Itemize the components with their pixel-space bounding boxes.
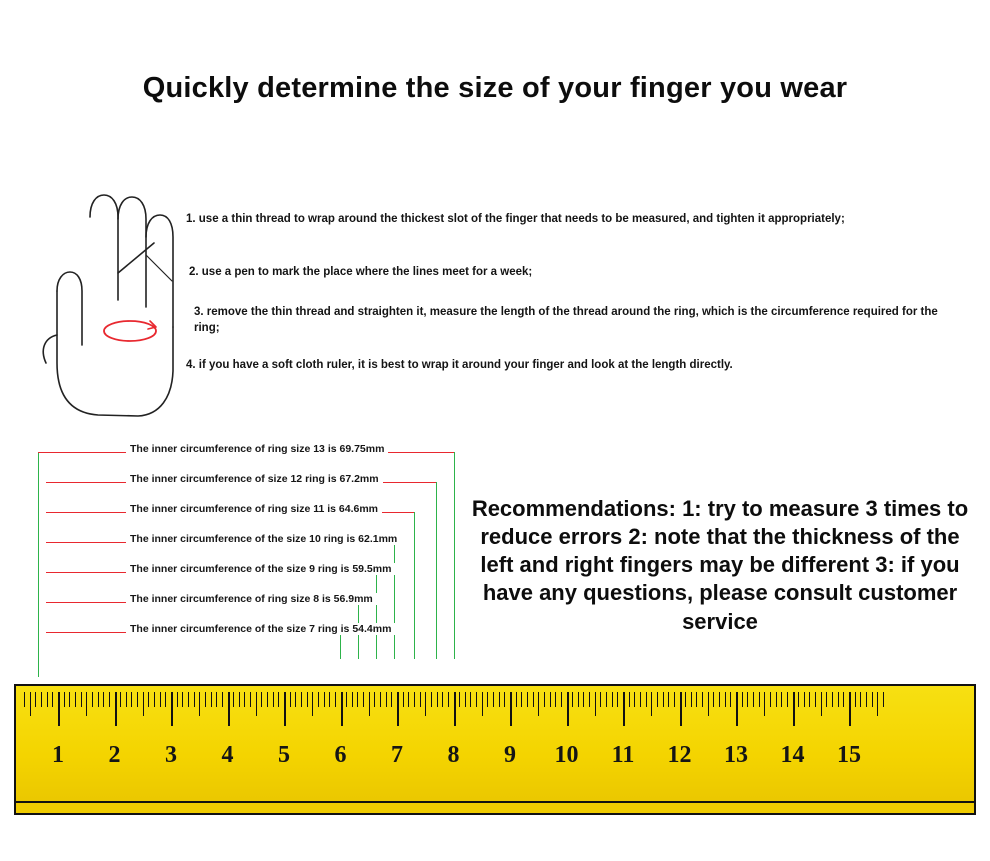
ruler-tick [126, 692, 127, 707]
ruler-tick [872, 692, 873, 707]
ruler-tick [352, 692, 353, 707]
ruler-tick [397, 692, 399, 726]
ruler-tick [493, 692, 494, 707]
ruler-tick [561, 692, 562, 707]
ruler-tick [335, 692, 336, 707]
ruler-tick [165, 692, 166, 707]
ruler-tick [318, 692, 319, 707]
ruler-tick [583, 692, 584, 707]
ruler-tick [131, 692, 132, 707]
ruler-tick [205, 692, 206, 707]
ruler-tick [804, 692, 805, 707]
ruler-tick [793, 692, 795, 726]
ruler-tick [470, 692, 471, 707]
ruler-tick [719, 692, 720, 707]
ruler-tick [425, 692, 426, 716]
ruler-tick [696, 692, 697, 707]
ruler-tick [821, 692, 822, 716]
ruler-tick [527, 692, 528, 707]
ruler-tick [640, 692, 641, 707]
ruler-tick [600, 692, 601, 707]
ruler-tick [623, 692, 625, 726]
chart-row-label: The inner circumference of ring size 8 is 56.9mm [126, 593, 377, 605]
ruler-tick [747, 692, 748, 707]
ruler-number: 3 [165, 742, 177, 768]
ruler-tick [363, 692, 364, 707]
ruler-tick [233, 692, 234, 707]
step-3: 3. remove the thin thread and straighten it, measure the length of the thread around the ring, which is the circumference required for the ring; [194, 306, 938, 334]
ruler-tick [674, 692, 675, 707]
ruler-tick [776, 692, 777, 707]
ruler-tick [143, 692, 144, 716]
ruler-tick [555, 692, 556, 707]
ruler-tick [374, 692, 375, 707]
ruler-number: 2 [108, 742, 121, 768]
ruler-tick [826, 692, 827, 707]
ruler-tick [182, 692, 183, 707]
ruler-tick [764, 692, 765, 716]
ruler-tick [860, 692, 861, 707]
ruler-tick [250, 692, 251, 707]
ruler-tick [64, 692, 65, 707]
ruler-tick [685, 692, 686, 707]
ruler-tick [798, 692, 799, 707]
ruler-tick [448, 692, 449, 707]
ruler-tick [663, 692, 664, 707]
ruler-tick [431, 692, 432, 707]
ruler-tick [832, 692, 833, 707]
ruler-tick [194, 692, 195, 707]
ruler-tick [261, 692, 262, 707]
ruler-tick [713, 692, 714, 707]
ruler-tick [81, 692, 82, 707]
ruler-tick [391, 692, 392, 707]
ruler-tick [482, 692, 483, 716]
ruler-tick [239, 692, 240, 707]
ruler-number: 8 [447, 742, 460, 768]
ruler-tick [691, 692, 692, 707]
ruler-tick [646, 692, 647, 707]
ruler-tick [92, 692, 93, 707]
ruler-tick [414, 692, 415, 707]
ruler-tick [160, 692, 161, 707]
ruler-graphic [14, 684, 976, 815]
ruler-tick [380, 692, 381, 707]
ruler-number: 15 [837, 742, 861, 768]
ruler-tick [680, 692, 682, 726]
ruler-tick [753, 692, 754, 707]
ruler-tick [171, 692, 173, 726]
ruler-tick [533, 692, 534, 707]
ruler-tick [211, 692, 212, 707]
ruler-tick [58, 692, 60, 726]
ruler-tick [420, 692, 421, 707]
ruler-tick [487, 692, 488, 707]
chart-row-label: The inner circumference of the size 9 ring is 59.5mm [126, 563, 395, 575]
ruler-tick [216, 692, 217, 707]
ruler-tick [75, 692, 76, 707]
ruler-tick [109, 692, 110, 707]
step-4: 4. if you have a soft cloth ruler, it is best to wrap it around your finger and look at the length directly. [186, 359, 733, 371]
ruler-tick [516, 692, 517, 707]
ruler-tick [510, 692, 512, 726]
chart-axis [38, 452, 39, 677]
ruler-number: 9 [504, 742, 516, 768]
ruler-tick [651, 692, 652, 716]
ruler-tick [459, 692, 460, 707]
ruler-tick [284, 692, 286, 726]
ruler-number: 1 [52, 742, 64, 768]
ruler-tick [572, 692, 573, 707]
ruler-tick [188, 692, 189, 707]
chart-row-label: The inner circumference of the size 10 ring is 62.1mm [126, 533, 401, 545]
ruler-tick [290, 692, 291, 707]
ruler-number: 6 [334, 742, 347, 768]
ruler-tick [329, 692, 330, 707]
chart-row-label: The inner circumference of ring size 11 is 64.6mm [126, 503, 382, 515]
ruler-tick [256, 692, 257, 716]
ruler-tick [148, 692, 149, 707]
ruler-tick [578, 692, 579, 707]
ruler-tick [504, 692, 505, 707]
ruler-tick [295, 692, 296, 707]
ruler-tick [629, 692, 630, 707]
ruler-tick [606, 692, 607, 707]
step-2: 2. use a pen to mark the place where the lines meet for a week; [189, 266, 533, 278]
ruler-tick [86, 692, 87, 716]
ruler-tick [465, 692, 466, 707]
ruler-tick [357, 692, 358, 707]
step-1: 1. use a thin thread to wrap around the thickest slot of the finger that needs to be measured, and tighten it appropriately; [186, 213, 845, 225]
ruler-tick [137, 692, 138, 707]
ruler-number: 14 [780, 742, 805, 768]
ruler-tick [437, 692, 438, 707]
ruler-tick [199, 692, 200, 716]
ruler-tick [30, 692, 31, 716]
ruler-tick [544, 692, 545, 707]
ruler-tick [408, 692, 409, 707]
ruler-tick [708, 692, 709, 716]
ring-loop-icon [104, 321, 156, 341]
ruler-tick [730, 692, 731, 707]
ruler-tick [589, 692, 590, 707]
ring-size-chart [38, 443, 468, 677]
ruler-tick [222, 692, 223, 707]
ruler-tick [35, 692, 36, 707]
ruler-tick [736, 692, 738, 726]
ruler-tick [476, 692, 477, 707]
ruler-tick [267, 692, 268, 707]
ruler-tick [115, 692, 117, 726]
ruler-tick [550, 692, 551, 707]
ruler-tick [759, 692, 760, 707]
ruler-tick [770, 692, 771, 707]
chart-row-label: The inner circumference of ring size 13 is 69.75mm [126, 443, 388, 455]
ruler-tick [52, 692, 53, 707]
ruler-tick [634, 692, 635, 707]
ruler-tick [725, 692, 726, 707]
ruler-tick [815, 692, 816, 707]
ruler-tick [403, 692, 404, 707]
ruler-tick [341, 692, 343, 726]
ruler-tick [538, 692, 539, 716]
ruler-tick [595, 692, 596, 716]
ruler-tick [386, 692, 387, 707]
ruler-tick [742, 692, 743, 707]
ruler-tick [98, 692, 99, 707]
ruler-tick [244, 692, 245, 707]
recommendation-text: Recommendations: 1: try to measure 3 times to reduce errors 2: note that the thickness of the left and right fingers may be different 3: if you have any questions, please consult customer service [471, 496, 969, 634]
ruler-tick [843, 692, 844, 707]
ruler-tick [307, 692, 308, 707]
ruler-tick [324, 692, 325, 707]
ruler-number: 10 [554, 742, 579, 768]
ruler-edge [16, 801, 974, 813]
ruler-tick [781, 692, 782, 707]
page-title: Quickly determine the size of your finger you wear [142, 72, 848, 104]
ruler-tick [787, 692, 788, 707]
ruler-number: 12 [667, 742, 692, 768]
ruler-tick [228, 692, 230, 726]
ruler-tick [612, 692, 613, 707]
ruler-tick [369, 692, 370, 716]
ruler-tick [883, 692, 884, 707]
ruler-tick [617, 692, 618, 707]
ruler-tick [41, 692, 42, 707]
ruler-number: 7 [391, 742, 403, 768]
ruler-tick [702, 692, 703, 707]
ruler-tick [346, 692, 347, 707]
ruler-tick [838, 692, 839, 707]
ruler-number: 13 [724, 742, 748, 768]
ruler-tick [69, 692, 70, 707]
ruler-tick [668, 692, 669, 707]
ruler-number: 5 [278, 742, 290, 768]
ruler-number: 4 [221, 742, 234, 768]
ruler-tick [24, 692, 25, 707]
ruler-tick [154, 692, 155, 707]
ruler-number: 11 [611, 742, 635, 768]
ruler-tick [454, 692, 456, 726]
ruler-tick [657, 692, 658, 707]
chart-row-label: The inner circumference of size 12 ring is 67.2mm [126, 473, 383, 485]
ruler-tick [278, 692, 279, 707]
ruler-tick [866, 692, 867, 707]
ruler-tick [855, 692, 856, 707]
ruler-tick [47, 692, 48, 707]
ruler-tick [809, 692, 810, 707]
ruler-tick [103, 692, 104, 707]
ruler-tick [521, 692, 522, 707]
ruler-tick [567, 692, 569, 726]
ruler-tick [442, 692, 443, 707]
hand-measure-icon [20, 95, 200, 425]
ruler-tick [120, 692, 121, 707]
ruler-tick [177, 692, 178, 707]
ruler-tick [273, 692, 274, 707]
ruler-tick [849, 692, 851, 726]
ruler-tick [499, 692, 500, 707]
ruler-tick [877, 692, 878, 716]
ruler-tick [312, 692, 313, 716]
ruler-tick [301, 692, 302, 707]
chart-row-label: The inner circumference of the size 7 ring is 54.4mm [126, 623, 395, 635]
